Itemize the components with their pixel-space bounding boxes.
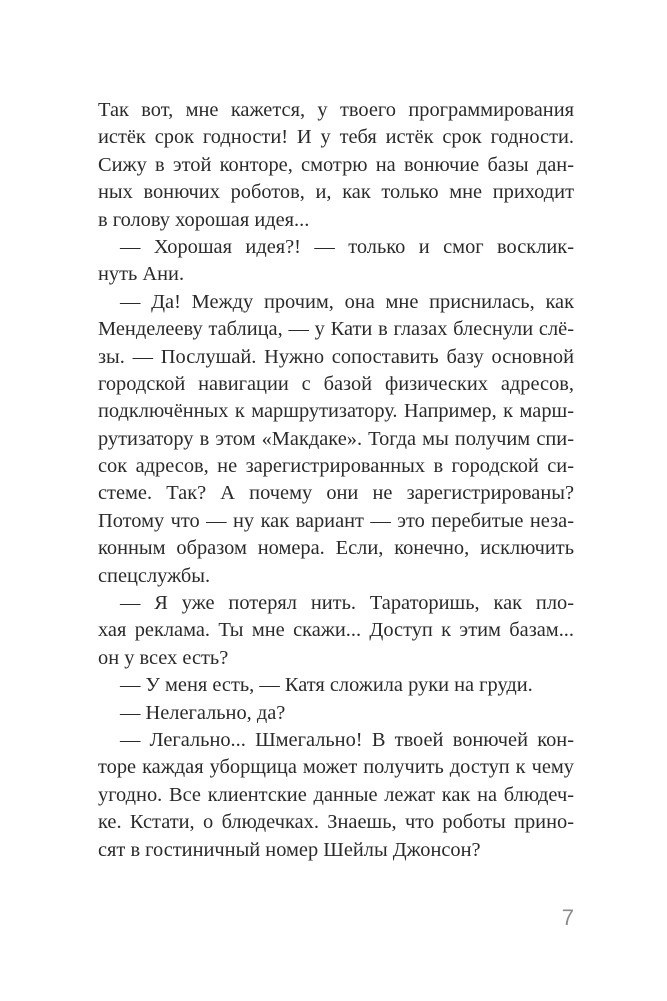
text-line: — Да! Между прочим, она мне приснилась, как [120,290,574,313]
text-line: подключённых к маршрутизатору. Например, к марш- [98,400,574,423]
text-line: зы. — Послушай. Нужно сопоставить базу основной [98,345,574,368]
body-text [98,97,574,864]
text-line: рутизатору в этом «Макдаке». Тогда мы получим спи- [98,427,574,450]
text-line: торе каждая уборщица может получить доступ к чему [98,756,574,779]
text-line: сят в гостиничный номер Шейлы Джонсон? [98,838,481,861]
page-number: 7 [561,905,574,930]
text-line: спецслужбы. [98,564,211,587]
text-line: сок адресов, не зарегистрированных в городской си- [98,455,574,478]
text-line: нуть Ани. [98,263,185,286]
text-line: стеме. Так? А почему они не зарегистрированы? [98,482,574,505]
text-line: угодно. Все клиентские данные лежат как на блюдеч- [98,783,574,806]
text-line: городской навигации с базой физических адресов, [98,372,574,395]
text-line: — Я уже потерял нить. Тараторишь, как пло- [120,592,574,615]
text-line: Сижу в этой конторе, смотрю на вонючие базы дан- [98,153,574,176]
text-line: ных вонючих роботов, и, как только мне приходит [98,181,574,204]
text-line: — Легально... Шмегально! В твоей вонючей кон- [120,728,574,751]
text-line: — Нелегально, да? [120,701,286,724]
text-line: ке. Кстати, о блюдечках. Знаешь, что роботы прино- [98,811,574,834]
text-line: он у всех есть? [98,646,229,669]
text-line: в голову хорошая идея... [98,208,310,231]
text-line: конным образом номера. Если, конечно, исключить [98,537,574,560]
text-line: истёк срок годности! И у тебя истёк срок годности. [98,126,574,149]
text-line: — У меня есть, — Катя сложила руки на груди. [120,674,533,697]
text-line: Менделееву таблица, — у Кати в глазах блеснули слё- [98,318,574,341]
text-line: Так вот, мне кажется, у твоего программирования [98,99,574,121]
text-line: — Хорошая идея?! — только и смог восклик- [120,235,574,258]
text-line: Потому что — ну как вариант — это перебитые неза- [98,509,574,532]
text-line: хая реклама. Ты мне скажи... Доступ к этим базам... [98,619,574,642]
